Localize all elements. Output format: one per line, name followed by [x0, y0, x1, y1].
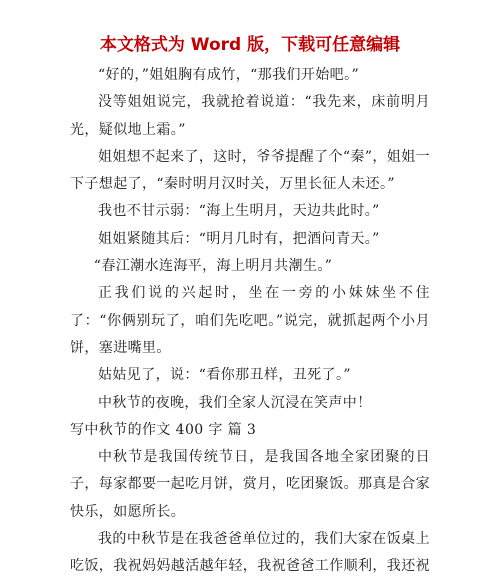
- paragraph-7: 正我们说的兴起时，坐在一旁的小妹妹坐不住了：“你俩别玩了，咱们先吃吧。”说完，就抓起两个小月饼，塞进嘴里。: [70, 285, 430, 356]
- paragraph-1: “好的，”姐姐胸有成竹，“那我们开始吧。”: [98, 67, 360, 83]
- paragraph-10: 中秋节是我国传统节日，是我国各地全家团聚的日子，每家都要一起吃月饼，赏月，吃团聚饭。那真是合家快乐，如愿所长。: [70, 449, 430, 520]
- paragraph-6: “春江潮水连海平，海上明月共潮生。”: [93, 258, 333, 275]
- paragraph-3: 姐姐想不起来了，这时，爷爷提醒了个“秦”，姐姐一下子想起了，“秦时明月汉时关，万里长征人未还。”: [70, 148, 430, 193]
- paragraph-4: 我也不甘示弱：“海上生明月，天边共此时。”: [98, 203, 380, 220]
- paragraph-8: 姑姑见了，说：“看你那丑样，丑死了。”: [98, 367, 351, 384]
- section-heading: 写中秋节的作文 400 字 篇 3: [70, 421, 257, 438]
- document-body: [70, 62, 430, 581]
- paragraph-9: 中秋节的夜晚，我们全家人沉浸在笑声中！: [98, 394, 372, 411]
- paragraph-11: 我的中秋节是在我爸爸单位过的，我们大家在饭桌上吃饭，我祝妈妈越活越年轻，我祝爸爸工作顺利，我还祝: [70, 531, 430, 575]
- document-header: 本文格式为 Word 版，下载可任意编辑: [99, 35, 401, 55]
- paragraph-2: 没等姐姐说完，我就抢着说道：“我先来，床前明月光，疑似地上霜。”: [70, 94, 430, 138]
- paragraph-5: 姐姐紧随其后：“明月几时有，把酒问青天。”: [98, 230, 380, 247]
